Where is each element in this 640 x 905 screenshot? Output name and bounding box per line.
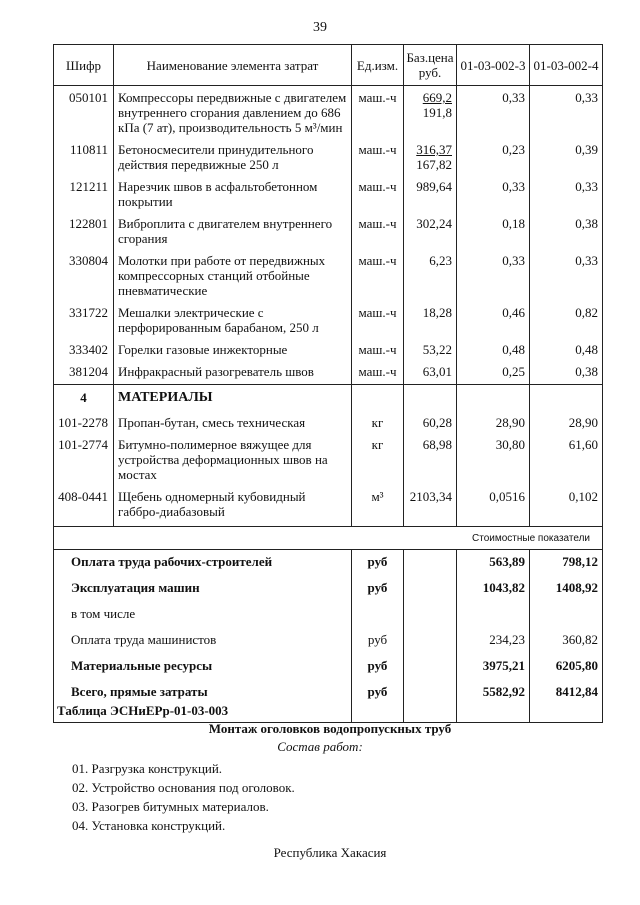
base-price: 18,28 (404, 303, 457, 340)
header-unit: Ед.изм. (352, 45, 404, 86)
table-row (54, 251, 603, 303)
norm-value-2: 0,82 (530, 303, 603, 340)
table-row (54, 86, 603, 141)
next-table-subtitle: Монтаж оголовков водопропускных труб (208, 721, 452, 736)
table-header-row (54, 45, 603, 86)
summary-unit: руб (352, 654, 404, 680)
summary-unit: руб (352, 628, 404, 654)
table-row (54, 435, 603, 487)
summary-value-1: 234,23 (457, 628, 530, 654)
header-code: Шифр (54, 45, 114, 86)
table-row (54, 413, 603, 435)
base-price: 989,64 (404, 177, 457, 214)
resource-name: Инфракрасный разогреватель швов (114, 362, 352, 385)
norm-value-1: 0,33 (457, 177, 530, 214)
norm-value-1: 0,0516 (457, 487, 530, 524)
resource-name: Горелки газовые инжекторные (114, 340, 352, 362)
base-price-value: 316,37 (416, 142, 452, 157)
resource-code: 381204 (54, 362, 114, 385)
norm-value-2: 0,33 (530, 86, 603, 141)
resource-unit: маш.-ч (352, 362, 404, 385)
summary-value-2: 1408,92 (530, 576, 603, 602)
resource-unit: маш.-ч (352, 177, 404, 214)
section-title: МАТЕРИАЛЫ (114, 385, 352, 414)
norm-value-1: 0,33 (457, 251, 530, 303)
summary-value-2: 6205,80 (530, 654, 603, 680)
resource-code: 121211 (54, 177, 114, 214)
norm-value-2: 0,48 (530, 340, 603, 362)
summary-label: в том числе (54, 602, 352, 628)
base-price: 302,24 (404, 214, 457, 251)
resource-name: Пропан-бутан, смесь техническая (114, 413, 352, 435)
resource-unit: маш.-ч (352, 251, 404, 303)
empty-cell (404, 550, 457, 577)
summary-label: Оплата труда рабочих-строителей (54, 550, 352, 577)
empty-cell (404, 680, 457, 706)
empty-cell (352, 385, 404, 414)
resource-unit: м³ (352, 487, 404, 524)
norm-value-2: 0,38 (530, 214, 603, 251)
resource-code: 330804 (54, 251, 114, 303)
header-col-2: 01-03-002-4 (530, 45, 603, 86)
norm-value-1: 0,18 (457, 214, 530, 251)
summary-value-2: 8412,84 (530, 680, 603, 706)
footer-region: Республика Хакасия (273, 845, 387, 860)
resource-name: Нарезчик швов в асфальтобетонном покрытии (114, 177, 352, 214)
norm-value-1: 0,25 (457, 362, 530, 385)
base-price: 6,23 (404, 251, 457, 303)
resource-unit: кг (352, 413, 404, 435)
norm-value-1: 28,90 (457, 413, 530, 435)
norm-value-1: 0,46 (457, 303, 530, 340)
empty-cell (404, 576, 457, 602)
resource-name: Щебень одномерный кубовидный габбро-диабазовый (114, 487, 352, 524)
summary-unit: руб (352, 550, 404, 577)
norm-value-1: 30,80 (457, 435, 530, 487)
table-row (54, 303, 603, 340)
section-header-row (54, 385, 603, 414)
resource-name: Битумно-полимерное вяжущее для устройства деформационных швов на мостах (114, 435, 352, 487)
summary-label: Материальные ресурсы (54, 654, 352, 680)
norm-value-2: 61,60 (530, 435, 603, 487)
base-price: 2103,34 (404, 487, 457, 524)
resource-name: Мешалки электрические с перфорированным барабаном, 250 л (114, 303, 352, 340)
resource-code: 122801 (54, 214, 114, 251)
summary-value-1: 5582,92 (457, 680, 530, 706)
base-price-secondary: 191,8 (422, 105, 452, 120)
base-price: 53,22 (404, 340, 457, 362)
summary-value-1 (457, 602, 530, 628)
summary-label: Всего, прямые затраты (54, 680, 352, 706)
resource-code: 110811 (54, 140, 114, 177)
norm-value-2: 0,33 (530, 251, 603, 303)
summary-value-2: 360,82 (530, 628, 603, 654)
empty-cell (404, 602, 457, 628)
table-row (54, 177, 603, 214)
resource-name: Бетоносмесители принудительного действия передвижные 250 л (114, 140, 352, 177)
header-name: Наименование элемента затрат (114, 45, 352, 86)
table-row (54, 340, 603, 362)
header-base-price: Баз.цена руб. (404, 45, 457, 86)
summary-row (54, 602, 603, 628)
base-price: 60,28 (404, 413, 457, 435)
summary-value-1: 1043,82 (457, 576, 530, 602)
summary-row (54, 576, 603, 602)
empty-cell (404, 628, 457, 654)
next-table-title: Таблица ЭСНиЕРр-01-03-003 (57, 703, 229, 718)
works-item: 02. Устройство основания под оголовок. (72, 780, 295, 795)
base-price: 68,98 (404, 435, 457, 487)
summary-value-1: 563,89 (457, 550, 530, 577)
resource-name: Молотки при работе от передвижных компрессорных станций отбойные пневматические (114, 251, 352, 303)
summary-unit: руб (352, 680, 404, 706)
empty-cell (457, 385, 530, 414)
summary-label: Оплата труда машинистов (54, 628, 352, 654)
resource-unit: маш.-ч (352, 303, 404, 340)
summary-value-2: 798,12 (530, 550, 603, 577)
base-price: 63,01 (404, 362, 457, 385)
section-number: 4 (54, 385, 114, 414)
base-price (404, 140, 457, 177)
resource-name: Компрессоры передвижные с двигателем внутреннего сгорания давлением до 686 кПа (7 ат), производительность 5 м³/мин (114, 86, 352, 141)
works-item: 03. Разогрев битумных материалов. (72, 799, 269, 814)
table-row (54, 140, 603, 177)
summary-value-1: 3975,21 (457, 654, 530, 680)
works-item: 01. Разгрузка конструкций. (72, 761, 223, 776)
resource-table (53, 44, 603, 723)
summary-label: Эксплуатация машин (54, 576, 352, 602)
resource-unit: маш.-ч (352, 86, 404, 141)
norm-value-2: 0,33 (530, 177, 603, 214)
resource-unit: маш.-ч (352, 214, 404, 251)
summary-row (54, 628, 603, 654)
empty-cell (404, 385, 457, 414)
resource-code: 408-0441 (54, 487, 114, 524)
summary-row (54, 654, 603, 680)
table-body (54, 86, 603, 723)
norm-value-2: 0,102 (530, 487, 603, 524)
cost-indicators-caption: Стоимостные показатели (54, 527, 603, 550)
table-row (54, 214, 603, 251)
header-col-1: 01-03-002-3 (457, 45, 530, 86)
resource-code: 331722 (54, 303, 114, 340)
resource-unit: маш.-ч (352, 140, 404, 177)
base-price-value: 669,2 (422, 90, 452, 105)
base-price-secondary: 167,82 (416, 157, 452, 172)
works-item: 04. Установка конструкций. (72, 818, 226, 833)
resource-code: 101-2774 (54, 435, 114, 487)
empty-cell (530, 385, 603, 414)
norm-value-2: 0,38 (530, 362, 603, 385)
table-row (54, 487, 603, 524)
summary-value-2 (530, 602, 603, 628)
table-row (54, 362, 603, 385)
base-price (404, 86, 457, 141)
resource-name: Виброплита с двигателем внутреннего сгорания (114, 214, 352, 251)
empty-cell (404, 654, 457, 680)
page-number: 39 (313, 20, 327, 35)
works-list (72, 759, 295, 835)
norm-value-1: 0,48 (457, 340, 530, 362)
resource-code: 050101 (54, 86, 114, 141)
resource-code: 101-2278 (54, 413, 114, 435)
resource-unit: маш.-ч (352, 340, 404, 362)
norm-value-1: 0,23 (457, 140, 530, 177)
norm-value-2: 28,90 (530, 413, 603, 435)
norm-value-1: 0,33 (457, 86, 530, 141)
resource-code: 333402 (54, 340, 114, 362)
summary-row (54, 550, 603, 577)
works-heading: Состав работ: (277, 739, 363, 754)
summary-unit (352, 602, 404, 628)
cost-indicators-row (54, 527, 603, 550)
norm-value-2: 0,39 (530, 140, 603, 177)
summary-unit: руб (352, 576, 404, 602)
resource-unit: кг (352, 435, 404, 487)
